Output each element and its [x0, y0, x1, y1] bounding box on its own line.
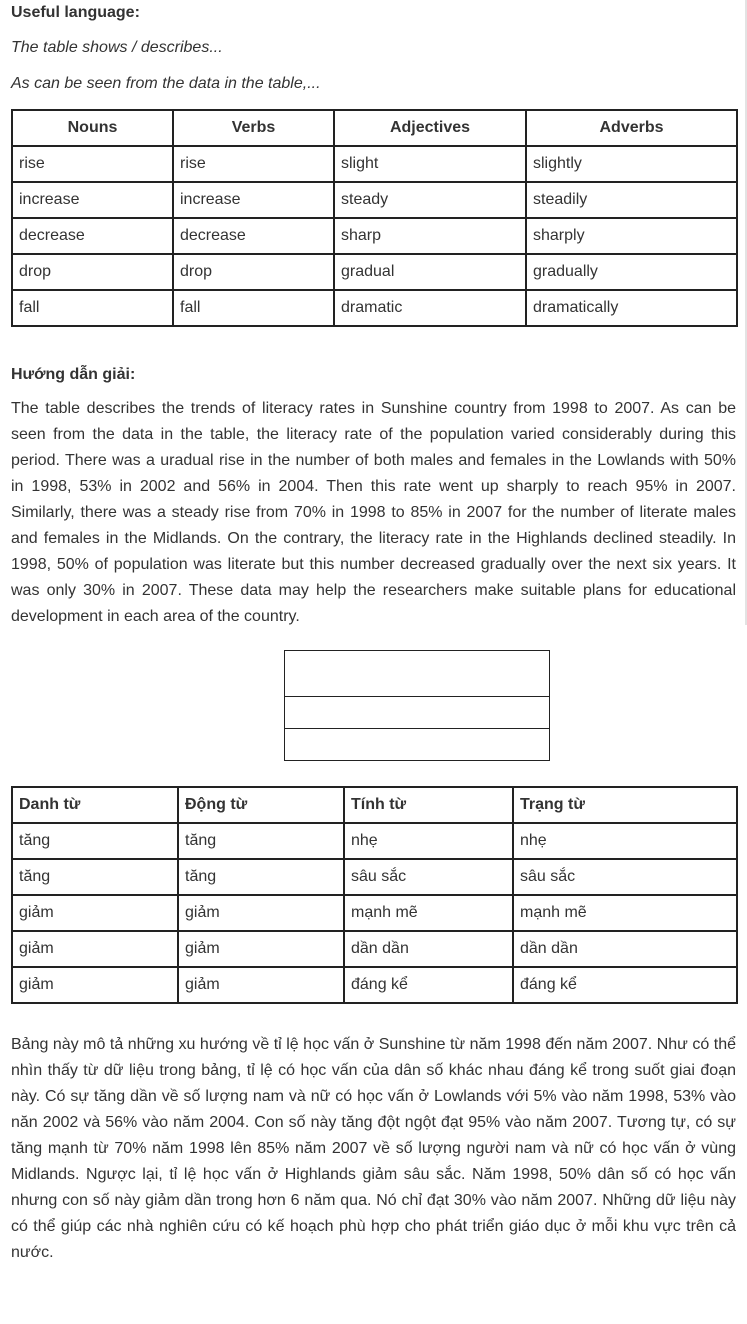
table-cell: tăng	[12, 859, 178, 895]
table-cell: increase	[12, 182, 173, 218]
table-row	[12, 895, 737, 931]
table-cell: đáng kể	[344, 967, 513, 1003]
table-cell: giảm	[178, 895, 344, 931]
vocabulary-table-english	[11, 109, 738, 327]
solution-paragraph: The table describes the trends of literacy rates in Sunshine country from 1998 to 2007. As can be seen from the data in the table, the literacy rate of the population varied considerably during this period. There was a uradual rise in the number of both males and females in the Lowlands with 50% in 1998, 53% in 2002 and 56% in 2004. Then this rate went up sharply to reach 95% in 2007. Similarly, there was a steady rise from 70% in 1998 to 85% in 2007 for the number of literate males and females in the Midlands. On the contrary, the literacy rate in the Highlands declined steadily. In 1998, 50% of population was literate but this number decreased gradually over the next six years. It was only 30% in 2007. These data may help the researchers make suitable plans for educational development in each area of the country.	[11, 400, 736, 625]
vocabulary-table-vietnamese	[11, 786, 738, 1004]
table-cell: steadily	[526, 182, 737, 218]
column-header: Danh từ	[12, 787, 178, 823]
useful-phrase-2: As can be seen from the data in the table,...	[11, 75, 321, 92]
table-cell: sâu sắc	[513, 859, 737, 895]
table-row	[12, 967, 737, 1003]
table-cell: gradual	[334, 254, 526, 290]
table-cell: gradually	[526, 254, 737, 290]
table-header-row	[12, 110, 737, 146]
column-header: Adverbs	[526, 110, 737, 146]
table-cell: rise	[173, 146, 334, 182]
table-row	[12, 146, 737, 182]
column-header: Động từ	[178, 787, 344, 823]
translation-paragraph: Bảng này mô tả những xu hướng về tỉ lệ học vấn ở Sunshine từ năm 1998 đến năm 2007. Như có thể nhìn thấy từ dữ liệu trong bảng, tỉ lệ có học vấn của dân số khác nhau đáng kể trong suốt giai đoạn này. Có sự tăng dần về số lượng nam và nữ có học vấn ở Lowlands với 5% vào năm 1998, 53% vào năn 2002 và 56% vào năm 2004. Con số này tăng đột ngột đạt 95% vào năm 2007. Tương tự, có sự tăng mạnh từ 70% năm 1998 lên 85% năm 2007 về số lượng người nam và nữ có học vấn ở vùng Midlands. Ngược lại, tỉ lệ học vấn ở Highlands giảm sâu sắc. Năm 1998, 50% dân số có học vấn nhưng con số này giảm dần trong hơn 6 năm qua. Nó chỉ đạt 30% vào năm 2007. Những dữ liệu này có thể giúp các nhà nghiên cứu có kế hoạch phù hợp cho phát triển giáo dục ở mỗi khu vực trên cả nước.	[11, 1036, 736, 1261]
table-cell: drop	[173, 254, 334, 290]
column-header: Adjectives	[334, 110, 526, 146]
table-row	[12, 218, 737, 254]
table-cell: sâu sắc	[344, 859, 513, 895]
table-cell: giảm	[12, 895, 178, 931]
table-row	[12, 182, 737, 218]
table-cell: giảm	[12, 967, 178, 1003]
empty-placeholder-table	[284, 650, 550, 761]
table-cell: increase	[173, 182, 334, 218]
table-row	[12, 859, 737, 895]
solution-heading: Hướng dẫn giải:	[11, 366, 136, 383]
table-row	[12, 931, 737, 967]
table-cell: giảm	[12, 931, 178, 967]
table-cell: rise	[12, 146, 173, 182]
table-row	[12, 290, 737, 326]
table-cell: decrease	[173, 218, 334, 254]
table-cell: fall	[12, 290, 173, 326]
table-cell: mạnh mẽ	[344, 895, 513, 931]
table-cell: tăng	[178, 859, 344, 895]
useful-phrase-1: The table shows / describes...	[11, 39, 223, 56]
table-cell: dramatically	[526, 290, 737, 326]
table-cell: tăng	[12, 823, 178, 859]
table-cell: tăng	[178, 823, 344, 859]
column-header: Tính từ	[344, 787, 513, 823]
table-cell: mạnh mẽ	[513, 895, 737, 931]
column-header: Nouns	[12, 110, 173, 146]
table-cell: dramatic	[334, 290, 526, 326]
table-cell: drop	[12, 254, 173, 290]
empty-box-row	[285, 651, 549, 697]
table-cell: slight	[334, 146, 526, 182]
table-header-row	[12, 787, 737, 823]
useful-language-heading: Useful language:	[11, 4, 140, 21]
table-cell: giảm	[178, 931, 344, 967]
empty-box-row	[285, 729, 549, 760]
table-cell: fall	[173, 290, 334, 326]
column-header: Trạng từ	[513, 787, 737, 823]
table-cell: slightly	[526, 146, 737, 182]
table-cell: decrease	[12, 218, 173, 254]
table-row	[12, 823, 737, 859]
table-cell: steady	[334, 182, 526, 218]
empty-box-row	[285, 697, 549, 729]
table-cell: nhẹ	[513, 823, 737, 859]
table-cell: nhẹ	[344, 823, 513, 859]
table-row	[12, 254, 737, 290]
table-cell: giảm	[178, 967, 344, 1003]
column-header: Verbs	[173, 110, 334, 146]
table-cell: sharp	[334, 218, 526, 254]
table-cell: dần dần	[344, 931, 513, 967]
table-cell: sharply	[526, 218, 737, 254]
table-cell: dần dần	[513, 931, 737, 967]
table-cell: đáng kể	[513, 967, 737, 1003]
